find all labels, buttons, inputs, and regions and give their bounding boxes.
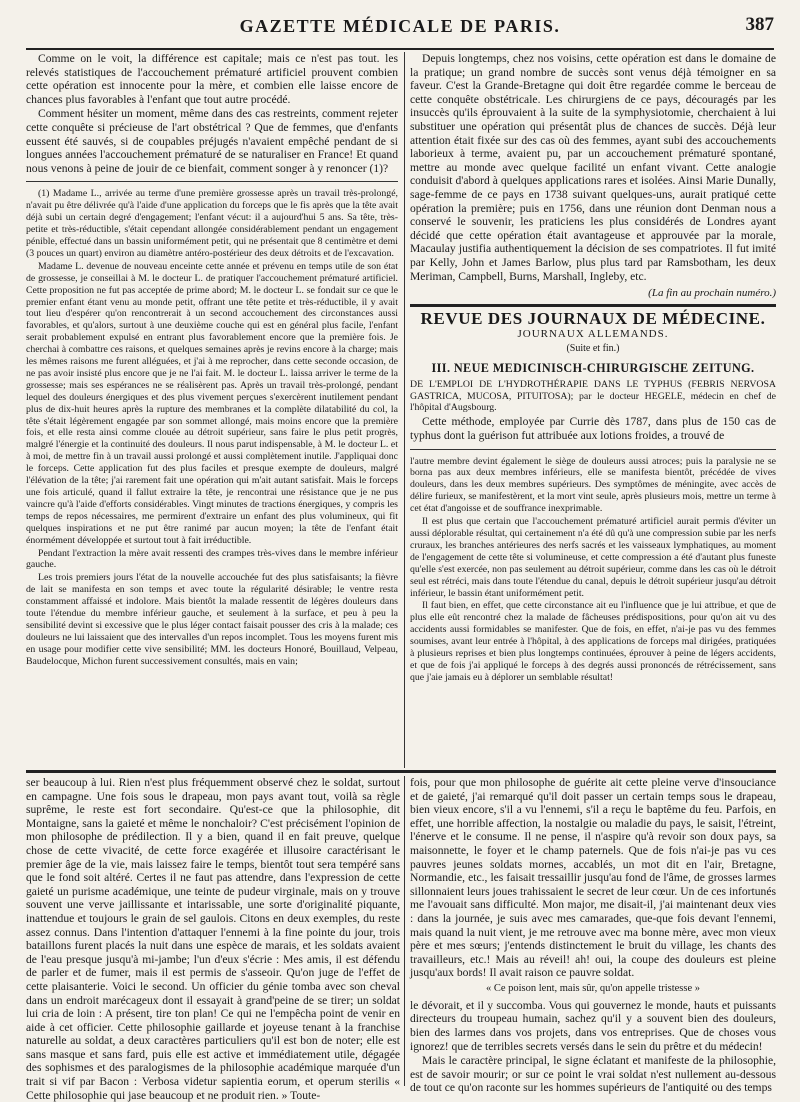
footnote-paragraph: Pendant l'extraction la mère avait ressenti des crampes très-vives dans le membre inférieur gauche.	[26, 547, 398, 571]
footnote-paragraph: Il faut bien, en effet, que cette circonstance ait eu l'influence que je lui attribue, et que de plus elle eût rencontré chez la malade de fâcheuses prédispositions, pour qu'on ait vu des accidents aussi formidables se manifester. Que de fois, en effet, n'ai-je pas vu des femmes soumises, avant leur entrée à l'hôpital, à des applications de forceps mal dirigées, pratiquées à plusieurs reprises et bien plus longtemps continuées, éprouver à peine de légers accidents, et que de fois j'ai appliqué le forceps à des degrés aussi prononcés de rétrécissement, sans que j'aie jamais eu à déplorer un semblable résultat!	[410, 600, 776, 683]
quote: « Ce poison lent, mais sûr, qu'on appelle tristesse »	[485, 982, 701, 994]
bottom-right-column	[410, 776, 776, 1095]
right-column	[410, 52, 776, 768]
column-divider	[404, 52, 405, 768]
footnote-divider	[410, 449, 776, 450]
journal-title: GAZETTE MÉDICALE DE PARIS.	[239, 16, 561, 36]
footnote-divider	[26, 181, 398, 182]
section-heading: III. NEUE MEDICINISCH-CHIRURGISCHE ZEITUNG.	[431, 360, 755, 375]
revue-title: REVUE DES JOURNAUX DE MÉDECINE.	[420, 309, 766, 328]
body-paragraph: fois, pour que mon philosophe de guérite ait cette pleine verve d'insouciance et de gaieté, j'ai remarqué qu'il doit passer un certain temps sous le drapeau, bien vieux encore, s'il a vu l'ennemi, s'il a reçu le baptême du feu. Parfois, en effet, une horrible affection, la nostalgie ou maladie du pays, le saisit, l'étreint, l'énerve et le consume. Il ne pense, il n'aspire qu'à revoir son doux pays, sa maisonnette, le foyer et le champ paternels. Que de fois n'ai-je pas vu ces pauvres jeunes soldats mornes, accablés, un mot dit en l'air, Bretagne, Normandie, etc., les faisait tressaillir jusqu'au fond de l'âme, de grosses larmes sillonnaient leurs joues trahissaient le secret de leur cœur. Un de ces infortunés me l'avouait sans difficulté. Mon major, me disait-il, j'ai maintenant deux vies : dans la journée, je suis avec mes camarades, que-que fois devant l'ennemi, mais quand la nuit vient, je me retrouve avec ma bonne mère, avec mon vieux père et mes sœurs; j'entends distinctement le bruit du village, les chants des travailleurs, etc.! Mais au réveil! ah! oui, la coupe des douleurs est pleine jusqu'aux bords! Il avait raison ce pauvre soldat.	[410, 776, 776, 980]
column-divider	[404, 776, 405, 1086]
footnote-paragraph: Il est plus que certain que l'accouchement prématuré artificiel aurait permis d'éviter un aussi déplorable résultat, qui certainement n'a été dû qu'à une compression subie par les nerfs cruraux, les branches antérieures des nerfs sacrés et les vaisseaux lymphatiques, au moment de l'engagement de cette tête si volumineuse, et cette compression a été d'autant plus funeste qu'elle s'est exercée, non pas seulement au détroit supérieur, comme dans les cas où le détroit seul est rétréci, mais dans toute l'étendue du canal, depuis le détroit supérieur jusqu'au détroit inférieur, le bassin étant uniformément petit.	[410, 516, 776, 599]
revue-suite: (Suite et fin.)	[566, 342, 620, 354]
body-paragraph: ser beaucoup à lui. Rien n'est plus fréquemment observé chez le soldat, surtout en campagne. Une fois sous le drapeau, mon pays avant tout, voilà sa règle suprême, le reste est fort secondaire. Qu'est-ce que la philosophie, dit Montaigne, sans la gaieté et même le nonchaloir? C'est précisément l'opinion de mon philosophe de prédilection. Il y a bien, quand il en fait preuve, quelque chose de cette vivacité, de cette force exagérée et illusoire caractérisant le premier âge de la vie, mais laissez faire le temps, bientôt tout sera tempéré sans que le fond soit altéré. Certes il ne faut pas attendre, dans l'expression de cette gaieté un purisme académique, une teinte de pudeur virginale, mais on y trouve souvent une verve jaillissante et intarissable, une sorte d'originalité piquante, inattendue et toujours le grain de sel gaulois. Citons en deux exemples, du reste assez connus. Dans l'intention d'attaquer l'ennemi à la fine pointe du jour, trois bataillons furent placés la nuit dans une espèce de marais, et les soldats avaient de l'eau presque jusqu'à mi-jambe; l'un d'eux s'écrie : Mes amis, il est défendu de parler et de fumer, mais il est permis de s'asseoir. Qu'on juge de l'effet de cette plaisanterie. Voici le second. Un officier du génie tomba avec son cheval dans un endroit marécageux dont il essayait à grand'peine de se tirer; un soldat lui cria de loin : A présent, tire ton plan! Ce qui ne l'empêcha point de venir en aide à cet officier. Cette philosophie gaillarde et joyeuse tenant à la franchise naturelle au soldat, a deux caractères particuliers qu'il est bon de noter; elle est sans masque et sans fard, puis elle est active et immédiatement utile, dégagée des sophismes et des paralogismes de la philosophie académique marquée d'un trait si vif par Bacon : Verbosa videtur sapientia eorum, et operum sterilis « Cette philosophie qui jase beaucoup et ne produit rien. » Toute-	[26, 776, 400, 1102]
page-header	[26, 10, 774, 50]
section-divider	[410, 304, 776, 307]
body-paragraph: Comment hésiter un moment, même dans des cas restreints, comment rejeter cette conquête si précieuse de l'art obstétrical ? Que de femmes, que d'enfants eussent été sauvés, si de coupables préjugés n'avaient empêché pendant de si longues années l'accouchement prématuré de se naturaliser en France! Et quand nous venons à peine de jouir de ce bienfait, comment songer à y renoncer (1)?	[26, 107, 398, 175]
body-paragraph: le dévorait, et il y succomba. Vous qui gouvernez le monde, hauts et puissants directeurs du troupeau humain, sachez qu'il y a souvent bien des douleurs, bien des larmes dans vos projets, dans vos entreprises. Que de choses vous ignorez! que de terribles secrets versés dans le sein du prêtre et du médecin!	[410, 998, 776, 1053]
left-column	[26, 52, 398, 768]
body-paragraph: Mais le caractère principal, le signe éclatant et manifeste de la philosophie, est de savoir mourir; or sur ce point le vrai soldat n'est nullement au-dessous de tout ce qu'on raconte sur les hommes supérieurs de l'antiquité ou des temps	[410, 1054, 776, 1095]
bottom-left-column	[26, 776, 400, 1102]
article-heading: DE L'EMPLOI DE L'HYDROTHÉRAPIE DANS LE TYPHUS (FEBRIS NERVOSA GASTRICA, MUCOSA, PITUITOSA); par le docteur HEGELE, médecin en chef de l'hôpital d'Augsbourg.	[410, 378, 776, 414]
article-body: Cette méthode, employée par Currie dès 1787, dans plus de 150 cas de typhus dont la guérison fut attribuée aux lotions froides, a trouvé de	[410, 415, 776, 442]
page-number: 387	[745, 14, 774, 35]
revue-subtitle: JOURNAUX ALLEMANDS.	[517, 327, 669, 340]
body-paragraph: Comme on le voit, la différence est capitale; mais ce n'est pas tout. les relevés statistiques de l'accouchement prématuré artificiel prouvent combien cette opération est innocente pour la mère, et combien elle laisse encore de chances plus favorables à l'enfant que tout autre procédé.	[26, 52, 398, 106]
continuation-note: (La fin au prochain numéro.)	[648, 287, 776, 300]
footnote-paragraph: l'autre membre devint également le siège de douleurs aussi atroces; puis la paralysie ne se borna pas aux deux membres inférieurs, elle se manifesta bientôt, précédée de vives douleurs, dans les deux membres supérieurs. Des symptômes de méningite, avec accès de délire furieux, se manifestèrent, et la mort vint seule, après plusieurs mois, mettre un terme à cet état d'angoisse et de souffrance inexprimable.	[410, 455, 776, 515]
page-section-divider	[26, 770, 776, 773]
body-paragraph: Depuis longtemps, chez nos voisins, cette opération est dans le domaine de la pratique; un grand nombre de succès sont venus déjà témoigner en sa faveur. C'est la Grande-Bretagne qui doit être regardée comme le berceau de cette conquête obstétricale. Les chirurgiens de ce pays, découragés par les insuccès qu'ils éprouvaient à la suite de la symphysiotomie, cherchaient à lui substituer une opération qui présentât plus de chances de succès. Déjà leur attention était fixée sur des cas où des femmes, ayant subi des accouchements laborieux à terme, avaient pu, par un accouchement prématuré spontané, mettre au monde avec quelque facilité un enfant vivant. Cette analogie conduisit d'abord à quelques applications rares et isolées. Ainsi Marie Dunally, sage-femme de ce pays en 1738 suivant quelques-uns, aurait pratiqué cette opération la première; puis en 1756, dans une réunion dont Denman nous a conservé le souvenir, les praticiens les plus considérés de Londres ayant décidé que cette opération était avantageuse et approuvée par la morale, Macaulay justifia authentiquement la décision de ses compatriotes. Il fut imité par Kelly, John et James Barlow, plus plus tard par Ramsbotham, les deux Meriman, Campbell, Burns, Marshall, Ingleby, etc.	[410, 52, 776, 283]
footnote-paragraph: (1) Madame L., arrivée au terme d'une première grossesse après un travail très-prolongé, n'avait pu être délivrée qu'à l'aide d'une application du forceps que le fis après que la tête avait déjà subi un certain degré d'engagement; l'enfant vécut: il a aujourd'hui 5 ans. Sa tête, très-petite et très-réductible, s'était cependant allongée considérablement pendant un engagement pénible, effectué dans un bassin uniformément petit, qui ne présentait que 8 centimètre et demi (3 pouces un quart) environ au diamètre antéro-postérieur des deux détroits et de l'excavation.	[26, 188, 398, 259]
footnote-paragraph: Madame L. devenue de nouveau enceinte cette année et prévenu en temps utile de son état de grossesse, je conseillai à M. le docteur L. de pratiquer l'accouchement prématuré artificiel. Cette proposition ne fut pas acceptée de prime abord; M. le docteur L. se fondait sur ce que le premier enfant étant venu au monde petit, offrant une tête petite et très-réductible, il y avait tout lieu d'espérer qu'on rencontrerait à un second accouchement des circonstances aussi favorables, et qu'alors, surtout à une deuxième couche qui est en général plus facile, l'enfant serait probablement expulsé en entrant plus favorablement encore que la première fois. Je cherchai à combattre ces raisons, et quelques semaines après je revins encore à la charge; mais les mêmes raisons me furent alléguées, et j'ai à me reprocher, dans cette seconde occasion, de ne pas avoir insisté plus encore que je ne l'ai fait. M. le docteur L. laissa arriver le terme de la grossesse; mais ses espérances ne se réalisèrent pas. Après un travail très-prolongé, pendant lequel des douleurs énergiques et des plus vivement perçues s'exercèrent inutilement pendant plus de dix-huit heures après la rupture des membranes et la complète dilatabilité du col, la tête s'était légèrement engagée par son sommet allongé, mais moins encore que la première fois, et elle resta ainsi comme clouée au détroit supérieur, sans faire le plus petit progrès, malgré l'énergie et la continuité des douleurs. Il nous parut indispensable, à M. le docteur L. et à moi, de mettre fin à un travail aussi prolongé et aussi complètement inutile. J'appliquai donc le forceps. Cette application fut des plus faciles et presque exempte de douleurs, malgré l'élévation de la tête; j'ai rarement fait une opération qui m'ait autant satisfait. Mais le forceps une fois articulé, quand il fallut extraire la tête, je rencontrai une résistance que je ne pus vaincre qu'à l'aide d'efforts considérables. Vingt minutes de tractions énergiques, y compris les temps de repos nécessaires, me permirent d'extraire un enfant des plus volumineux, qui fit quelques inspirations et ne put être ranimé par aucun moyen; la tête de l'enfant était énormément développée et surtout tout à fait irréductible.	[26, 260, 398, 546]
footnote-paragraph: Les trois premiers jours l'état de la nouvelle accouchée fut des plus satisfaisants; la fièvre de lait se manifesta en son temps et avec toute la régularité désirable; le ventre resta constamment affaissé et indolore. Mais bientôt la malade ressentit de légères douleurs dans toute l'étendue du membre inférieur gauche, et seulement à la surface, et peu à peu la sensibilité devint si excessive que le plus léger contact faisait pousser des cris à la malade; ces douleurs ne lui laissaient que des intervalles d'un repos incomplet. Tous les moyens furent mis en usage pour modifier cette vive sensibilité; MM. les docteurs Honoré, Bouillaud, Velpeau, Baudelocque, Michon furent successivement consultés, mais en vain;	[26, 572, 398, 667]
